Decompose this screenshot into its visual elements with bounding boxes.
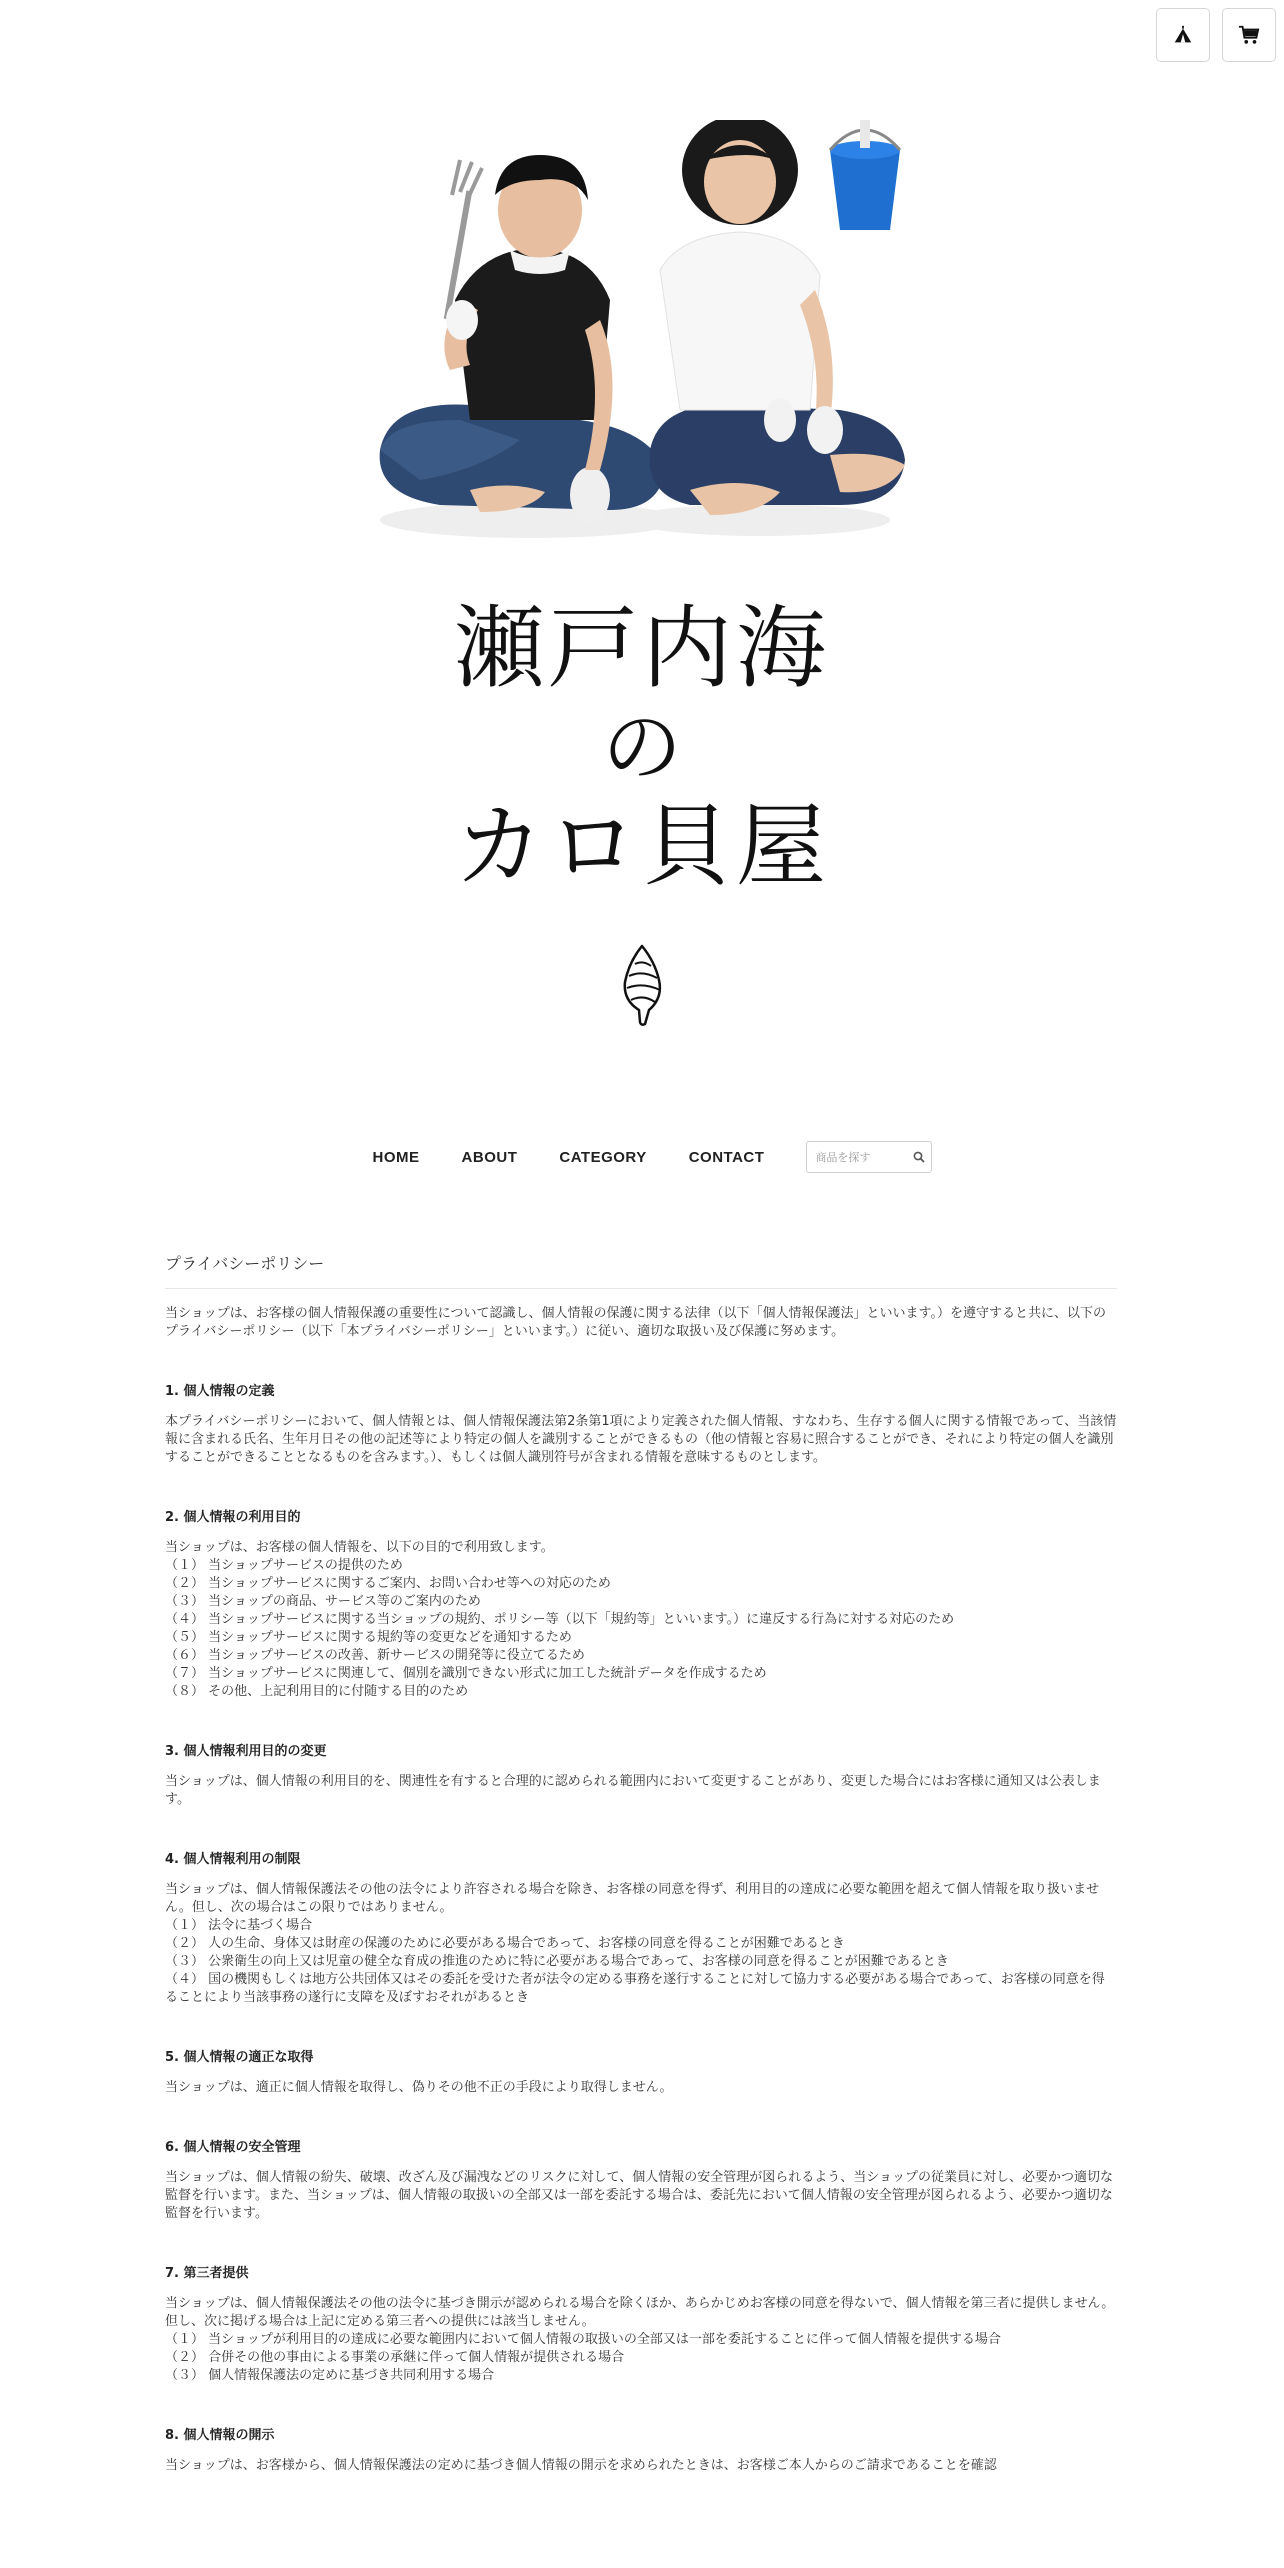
list-item: （２） 人の生命、身体又は財産の保護のために必要がある場合であって、お客様の同意を得ることが困難であるとき <box>165 1936 845 1951</box>
nav-about[interactable]: ABOUT <box>461 1148 518 1166</box>
list-item: （３） 個人情報保護法の定めに基づき共同利用する場合 <box>165 2368 495 2383</box>
list-item: （７） 当ショップサービスに関連して、個別を識別できない形式に加工した統計データを作成するため <box>165 1666 767 1681</box>
section-text: 当ショップは、適正に個人情報を取得し、偽りその他不正の手段により取得しません。 <box>165 2080 673 2095</box>
list-item: （４） 当ショップサービスに関する当ショップの規約、ポリシー等（以下「規約等」といいます。）に違反する行為に対する対応のため <box>165 1612 955 1627</box>
section-heading: 4. 個人情報利用の制限 <box>165 1852 301 1867</box>
section-text: 当ショップは、お客様の個人情報を、以下の目的で利用致します。 <box>165 1540 554 1555</box>
list-item: （５） 当ショップサービスに関する規約等の変更などを通知するため <box>165 1630 572 1645</box>
policy-section-2 <box>165 1509 1117 1701</box>
shell-logo-icon <box>615 942 669 1028</box>
list-item: （３） 公衆衛生の向上又は児童の健全な育成の推進のために特に必要がある場合であって、お客様の同意を得ることが困難であるとき <box>165 1954 949 1969</box>
list-item: （２） 当ショップサービスに関するご案内、お問い合わせ等への対応のため <box>165 1576 611 1591</box>
list-item: （２） 合併その他の事由による事業の承継に伴って個人情報が提供される場合 <box>165 2350 625 2365</box>
section-text: 当ショップは、お客様から、個人情報保護法の定めに基づき個人情報の開示を求められたときは、お客様ご本人からのご請求であることを確認 <box>165 2458 997 2473</box>
section-text: 本プライバシーポリシーにおいて、個人情報とは、個人情報保護法第2条第1項により定義された個人情報、すなわち、生存する個人に関する情報であって、当該情報に含まれる氏名、生年月日その他の記述等により特定の個人を識別することができるもの（他の情報と容易に照合することができ、それにより特定の個人を識別することができることとなるものを含みます。）、もしくは個人識別符号が含まれる情報を意味するものとします。 <box>165 1414 1117 1465</box>
list-item: （４） 国の機関もしくは地方公共団体又はその委託を受けた者が法令の定める事務を遂行することに対して協力する必要がある場合であって、お客様の同意を得ることにより当該事務の遂行に支障を及ぼすおそれがあるとき <box>165 1972 1105 2005</box>
nav-home[interactable]: HOME <box>372 1148 420 1166</box>
policy-intro: 当ショップは、お客様の個人情報保護の重要性について認識し、個人情報の保護に関する法律（以下「個人情報保護法」といいます。）を遵守すると共に、以下のプライバシーポリシー（以下「本プライバシーポリシー」といいます。）に従い、適切な取扱い及び保護に努めます。 <box>165 1306 1106 1339</box>
section-text: 当ショップは、個人情報の紛失、破壊、改ざん及び漏洩などのリスクに対して、個人情報の安全管理が図られるよう、当ショップの従業員に対し、必要かつ適切な監督を行います。また、当ショップは、個人情報の取扱いの全部又は一部を委託する場合は、委託先において個人情報の安全管理が図られるよう、必要かつ適切な監督を行います。 <box>165 2170 1113 2221</box>
cart-icon[interactable] <box>1222 8 1276 62</box>
cart-icon-glyph <box>1238 24 1260 46</box>
section-heading: 1. 個人情報の定義 <box>165 1384 275 1399</box>
policy-section-8 <box>165 2427 1117 2475</box>
page-title: プライバシーポリシー <box>165 1255 1117 1289</box>
section-text: 当ショップは、個人情報の利用目的を、関連性を有すると合理的に認められる範囲内において変更することがあり、変更した場合にはお客様に通知又は公表します。 <box>165 1774 1101 1807</box>
list-item: （３） 当ショップの商品、サービス等のご案内のため <box>165 1594 481 1609</box>
policy-section-1 <box>165 1383 1117 1467</box>
policy-section-4 <box>165 1851 1117 2007</box>
shop-title-line-1: 瀬戸内海 <box>454 596 830 701</box>
hero-photo <box>360 120 920 560</box>
section-text: 当ショップは、個人情報保護法その他の法令に基づき開示が認められる場合を除くほか、あらかじめお客様の同意を得ないで、個人情報を第三者に提供しません。但し、次に掲げる場合は上記に定める第三者への提供には該当しません。 <box>165 2296 1115 2329</box>
shop-title-line-2: の <box>602 701 682 794</box>
section-heading: 5. 個人情報の適正な取得 <box>165 2050 314 2065</box>
list-item: （１） 当ショップが利用目的の達成に必要な範囲内において個人情報の取扱いの全部又は一部を委託することに伴って個人情報を提供する場合 <box>165 2332 1001 2347</box>
section-text: 当ショップは、個人情報保護法その他の法令により許容される場合を除き、お客様の同意を得ず、利用目的の達成に必要な範囲を超えて個人情報を取り扱いません。但し、次の場合はこの限りではありません。 <box>165 1882 1100 1915</box>
list-item: （１） 法令に基づく場合 <box>165 1918 313 1933</box>
section-heading: 7. 第三者提供 <box>165 2266 249 2281</box>
nav-category[interactable]: CATEGORY <box>559 1148 647 1166</box>
policy-section-7 <box>165 2265 1117 2385</box>
shop-title <box>0 596 1284 899</box>
policy-section-3 <box>165 1743 1117 1809</box>
policy-section-6 <box>165 2139 1117 2223</box>
nav-contact[interactable]: CONTACT <box>688 1148 765 1166</box>
section-heading: 3. 個人情報利用目的の変更 <box>165 1744 327 1759</box>
header-icons <box>1156 8 1276 62</box>
list-item: （１） 当ショップサービスの提供のため <box>165 1558 403 1573</box>
search-box <box>806 1141 932 1173</box>
list-item: （８） その他、上記利用目的に付随する目的のため <box>165 1684 469 1699</box>
search-icon[interactable] <box>913 1151 925 1163</box>
shop-title-line-3: カロ貝屋 <box>454 794 830 899</box>
search-input[interactable] <box>815 1151 901 1164</box>
policy-content <box>165 1255 1117 2475</box>
section-heading: 8. 個人情報の開示 <box>165 2428 275 2443</box>
section-heading: 6. 個人情報の安全管理 <box>165 2140 301 2155</box>
policy-section-5 <box>165 2049 1117 2097</box>
section-heading: 2. 個人情報の利用目的 <box>165 1510 301 1525</box>
main-nav <box>0 1141 1284 1173</box>
list-item: （６） 当ショップサービスの改善、新サービスの開発等に役立てるため <box>165 1648 585 1663</box>
tent-icon-glyph <box>1172 24 1194 46</box>
tent-icon[interactable] <box>1156 8 1210 62</box>
